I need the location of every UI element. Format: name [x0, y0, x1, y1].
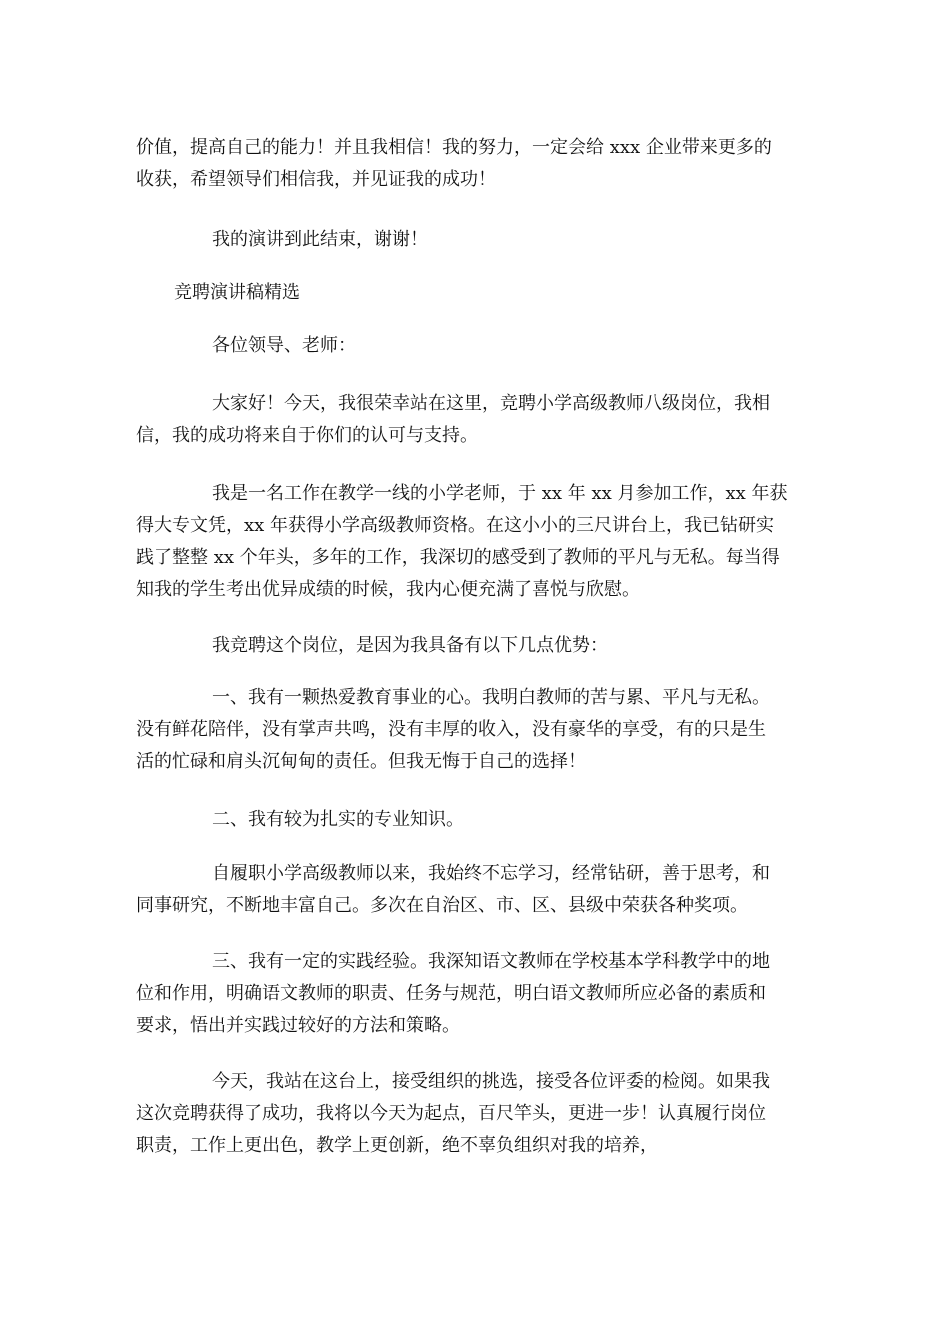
text-line: 活的忙碌和肩头沉甸甸的责任。但我无悔于自己的选择！: [136, 751, 586, 772]
paragraph-introduction: [136, 478, 816, 606]
paragraph-greeting: [136, 388, 816, 452]
text-line: 我的演讲到此结束，谢谢！: [212, 229, 428, 250]
text-line: 没有鲜花陪伴，没有掌声共鸣，没有丰厚的收入，没有豪华的享受，有的只是生: [136, 719, 766, 740]
paragraph-advantages-intro: [136, 630, 816, 662]
text-line: 自履职小学高级教师以来，我始终不忘学习，经常钻研，善于思考，和: [212, 863, 770, 884]
text-line: 我是一名工作在教学一线的小学老师，于 xx 年 xx 月参加工作，xx 年获: [212, 483, 788, 504]
text-line: 价值，提高自己的能力！并且我相信！我的努力，一定会给 xxx 企业带来更多的: [136, 137, 772, 158]
paragraph-advantage-3: [136, 946, 816, 1042]
paragraph-advantage-1: [136, 682, 816, 778]
text-line: 我竞聘这个岗位，是因为我具备有以下几点优势：: [212, 635, 608, 656]
text-line: 信，我的成功将来自于你们的认可与支持。: [136, 425, 478, 446]
paragraph-closing-value: [136, 132, 816, 196]
paragraph-speech-end: [136, 224, 816, 256]
text-line: 位和作用，明确语文教师的职责、任务与规范，明白语文教师所应必备的素质和: [136, 983, 766, 1004]
text-line: 今天，我站在这台上，接受组织的挑选，接受各位评委的检阅。如果我: [212, 1071, 770, 1092]
paragraph-study: [136, 858, 816, 922]
text-line: 二、我有较为扎实的专业知识。: [212, 809, 464, 830]
text-line: 各位领导、老师：: [212, 335, 356, 356]
section-heading: [136, 277, 816, 309]
heading-text: 竞聘演讲稿精选: [174, 282, 300, 303]
text-line: 要求，悟出并实践过较好的方法和策略。: [136, 1015, 460, 1036]
text-line: 一、我有一颗热爱教育事业的心。我明白教师的苦与累、平凡与无私。: [212, 687, 770, 708]
paragraph-advantage-2: [136, 804, 816, 836]
text-line: 践了整整 xx 个年头，多年的工作，我深切的感受到了教师的平凡与无私。每当得: [136, 547, 780, 568]
text-line: 同事研究，不断地丰富自己。多次在自治区、市、区、县级中荣获各种奖项。: [136, 895, 748, 916]
paragraph-commitment: [136, 1066, 816, 1162]
text-line: 收获，希望领导们相信我，并见证我的成功！: [136, 169, 496, 190]
paragraph-salutation: [136, 330, 816, 362]
text-line: 这次竞聘获得了成功，我将以今天为起点，百尺竿头，更进一步！认真履行岗位: [136, 1103, 766, 1124]
text-line: 得大专文凭，xx 年获得小学高级教师资格。在这小小的三尺讲台上，我已钻研实: [136, 515, 775, 536]
text-line: 大家好！今天，我很荣幸站在这里，竞聘小学高级教师八级岗位，我相: [212, 393, 770, 414]
text-line: 三、我有一定的实践经验。我深知语文教师在学校基本学科教学中的地: [212, 951, 770, 972]
text-line: 职责，工作上更出色，教学上更创新，绝不辜负组织对我的培养，: [136, 1135, 658, 1156]
text-line: 知我的学生考出优异成绩的时候，我内心便充满了喜悦与欣慰。: [136, 579, 640, 600]
